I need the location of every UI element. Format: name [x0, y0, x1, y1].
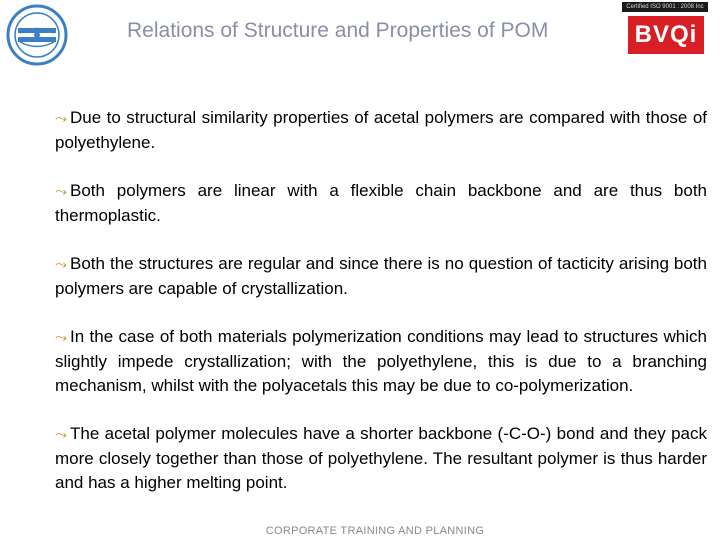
arrow-bullet-icon: ⤳	[55, 183, 68, 200]
bullet-text: Due to structural similarity properties of acetal polymers are compared with those of polyethylene.	[55, 108, 707, 152]
bullet-item	[55, 252, 707, 301]
certification-label: Certified ISO 9001 : 2008 Inc	[622, 2, 708, 12]
slide-title: Relations of Structure and Properties of POM	[127, 19, 549, 42]
arrow-bullet-icon: ⤳	[55, 110, 68, 127]
arrow-bullet-icon: ⤳	[55, 256, 68, 273]
bullet-item	[55, 325, 707, 398]
bullet-text: Both the structures are regular and since there is no question of tacticity arising both polymers are capable of crystallization.	[55, 254, 707, 298]
arrow-bullet-icon: ⤳	[55, 329, 68, 346]
bullet-item	[55, 422, 707, 495]
cipet-logo	[6, 4, 68, 66]
bullet-item	[55, 179, 707, 228]
bullet-list	[55, 106, 707, 519]
bullet-text: Both polymers are linear with a flexible chain backbone and are thus both thermoplastic.	[55, 181, 707, 225]
brand-mark: BVQi	[628, 16, 704, 54]
bullet-item	[55, 106, 707, 155]
bullet-text: In the case of both materials polymerization conditions may lead to structures which slightly impede crystallization; with the polyethylene, this is due to a branching mechanism, whilst with the polyacetals this may be due to co-polymerization.	[55, 327, 707, 395]
arrow-bullet-icon: ⤳	[55, 426, 68, 443]
bullet-text: The acetal polymer molecules have a shorter backbone (-C-O-) bond and they pack more closely together than those of polyethylene. The resultant polymer is thus harder and has a higher melting point.	[55, 424, 707, 492]
footer-text: CORPORATE TRAINING AND PLANNING	[265, 525, 485, 537]
bvqi-logo	[622, 0, 708, 56]
